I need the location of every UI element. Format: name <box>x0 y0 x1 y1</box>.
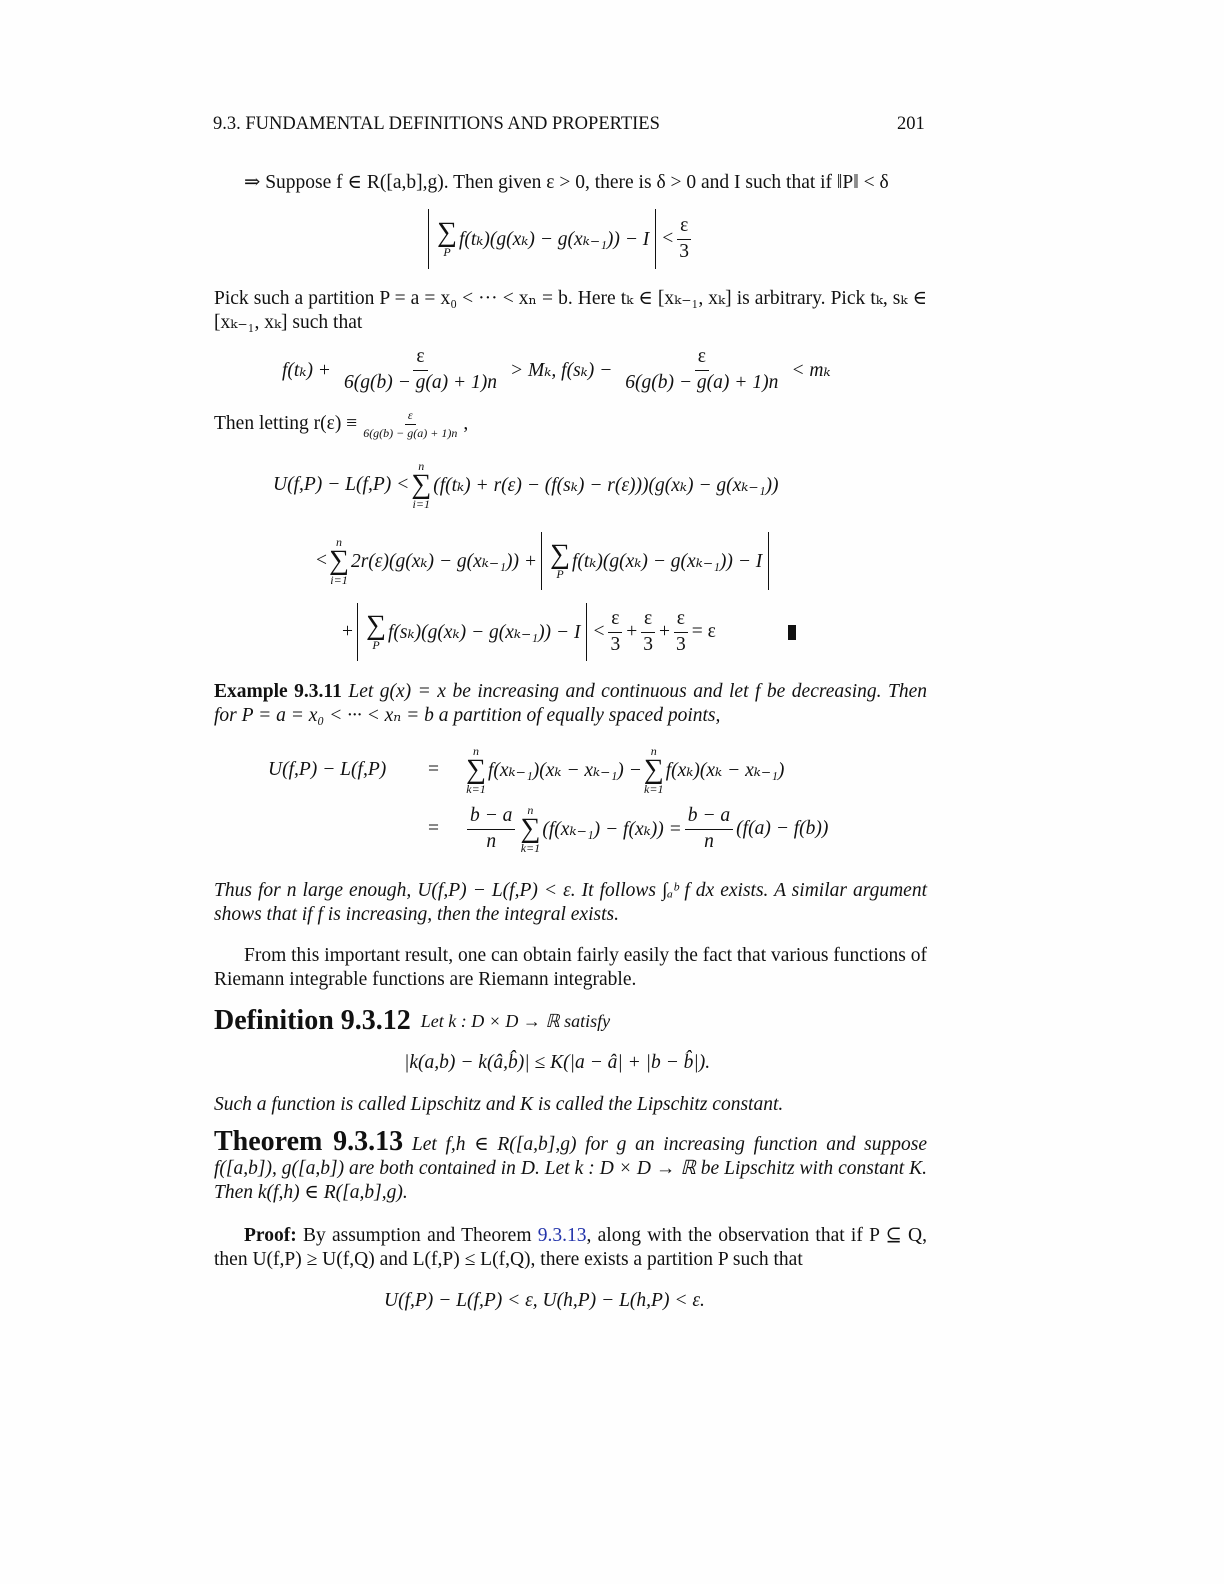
running-header: 9.3. FUNDAMENTAL DEFINITIONS AND PROPERTIES <box>213 114 660 134</box>
qed-mark <box>788 625 796 640</box>
eq1-lt: < <box>662 228 674 249</box>
theorem-block <box>214 1126 927 1205</box>
example-conclusion: Thus for n large enough, U(f,P) − L(f,P) < ε. It follows ∫ₐᵇ f dx exists. A similar argument shows that if f is increasing, then the integral exists. <box>214 880 927 925</box>
equation-4: < n ∑ i=1 2r(ε)(g(xₖ) − g(xₖ₋₁)) + ∑ P f(tₖ)(g(xₖ) − g(xₖ₋₁)) − I <box>316 530 769 592</box>
example-label: Example 9.3.11 <box>214 681 342 702</box>
then-letting: Then letting r(ε) ≡ $\frac{\varepsilon}{6(g(b) - g(a) + 1)n}$ , <box>214 407 469 440</box>
pick-paragraph: Pick such a partition P = a = x₀ < ··· < xₙ = b. Here tₖ ∈ [xₖ₋₁, xₖ] is arbitrary. Pick tₖ, sₖ ∈ [xₖ₋₁, xₖ] such that <box>214 288 927 333</box>
definition-formula: |k(a,b) − k(â,b̂)| ≤ K(|a − â| + |b − b̂|). <box>404 1052 711 1073</box>
theorem-text: Let f,h ∈ R([a,b],g) for g an increasing function and suppose f([a,b]), g([a,b]) are both contained in D. Let k : D × D → ℝ be Lipschitz with constant K. Then k(f,h) ∈ R([a,b],g). <box>214 1134 927 1203</box>
remark-paragraph: From this important result, one can obtain fairly easily the fact that various functions of Riemann integrable functions are Riemann integrable. <box>214 945 927 990</box>
r-eps-frac: $\frac{\varepsilon}{6(g(b) - g(a) + 1)n}$ <box>363 407 458 440</box>
definition-text: Let k : D × D → ℝ satisfy <box>420 1010 611 1031</box>
example-eq-1: U(f,P) − L(f,P) = n ∑ k=1 f(xₖ₋₁)(xₖ − xₖ₋₁) − n ∑ k=1 f(xₖ)(xₖ − xₖ₋₁) <box>268 743 785 797</box>
theorem-ref-link[interactable]: 9.3.13 <box>537 1225 587 1246</box>
page-number: 201 <box>897 114 925 134</box>
proof-intro: ⇒ Suppose f ∈ R([a,b],g). Then given ε > 0, there is δ > 0 and I such that if ‖P‖ < δ <box>244 172 889 193</box>
proof-text-b: , along with the observation that if P ⊆ Q, then U(f,P) ≥ U(f,Q) and L(f,P) ≤ L(f,Q), there exists a partition P such that <box>214 1225 928 1270</box>
equation-2: f(tₖ) + $\frac{\varepsilon}{6(g(b) - g(a) + 1)n}$ > Mₖ, f(sₖ) − $\frac{\varepsilon}{6(g(b) - g(a) + 1)n}$ < mₖ <box>282 346 831 393</box>
theorem-label: Theorem 9.3.13 <box>214 1126 404 1157</box>
proof-text-a: By assumption and Theorem <box>302 1225 532 1246</box>
example-eq-2: = $\frac{b - a}{n}$ n ∑ k=1 (f(xₖ₋₁) − f(xₖ)) = $\frac{b - a}{n}$ (f(a) − f(b)) <box>428 802 829 856</box>
sum-symbol: ∑ P <box>437 216 457 260</box>
definition-after: Such a function is called Lipschitz and K is called the Lipschitz constant. <box>214 1094 784 1115</box>
proof-label: Proof: <box>244 1225 297 1246</box>
definition-heading <box>214 1004 610 1038</box>
equation-5: + ∑ P f(sₖ)(g(xₖ) − g(xₖ₋₁)) − I < $\frac{\varepsilon}{3}$ + $\frac{\varepsilon}{3}$ + $\frac{\varepsilon}{3}$ = ε <box>342 601 716 663</box>
proof-formula: U(f,P) − L(f,P) < ε, U(h,P) − L(h,P) < ε. <box>384 1290 705 1311</box>
definition-label: Definition 9.3.12 <box>214 1005 411 1036</box>
eps-over-3: $\frac{\varepsilon}{3}$ <box>676 216 692 262</box>
equation-3: U(f,P) − L(f,P) < n ∑ i=1 (f(tₖ) + r(ε) − (f(sₖ) − r(ε)))(g(xₖ) − g(xₖ₋₁)) <box>273 458 779 512</box>
eq2-frac-1: $\frac{\varepsilon}{6(g(b) - g(a) + 1)n}$ <box>343 346 498 393</box>
abs-sum-1 <box>428 209 656 269</box>
equation-1 <box>428 207 695 271</box>
eq1-body: f(tₖ)(g(xₖ) − g(xₖ₋₁)) − I <box>458 229 650 250</box>
proof-block <box>214 1224 927 1272</box>
example-block <box>214 680 927 728</box>
example-text: Let g(x) = x be increasing and continuous and let f be decreasing. Then for P = a = x₀ < ··· < xₙ = b a partition of equally spaced points, <box>214 681 928 726</box>
eq2-frac-2: $\frac{\varepsilon}{6(g(b) - g(a) + 1)n}$ <box>625 346 779 393</box>
